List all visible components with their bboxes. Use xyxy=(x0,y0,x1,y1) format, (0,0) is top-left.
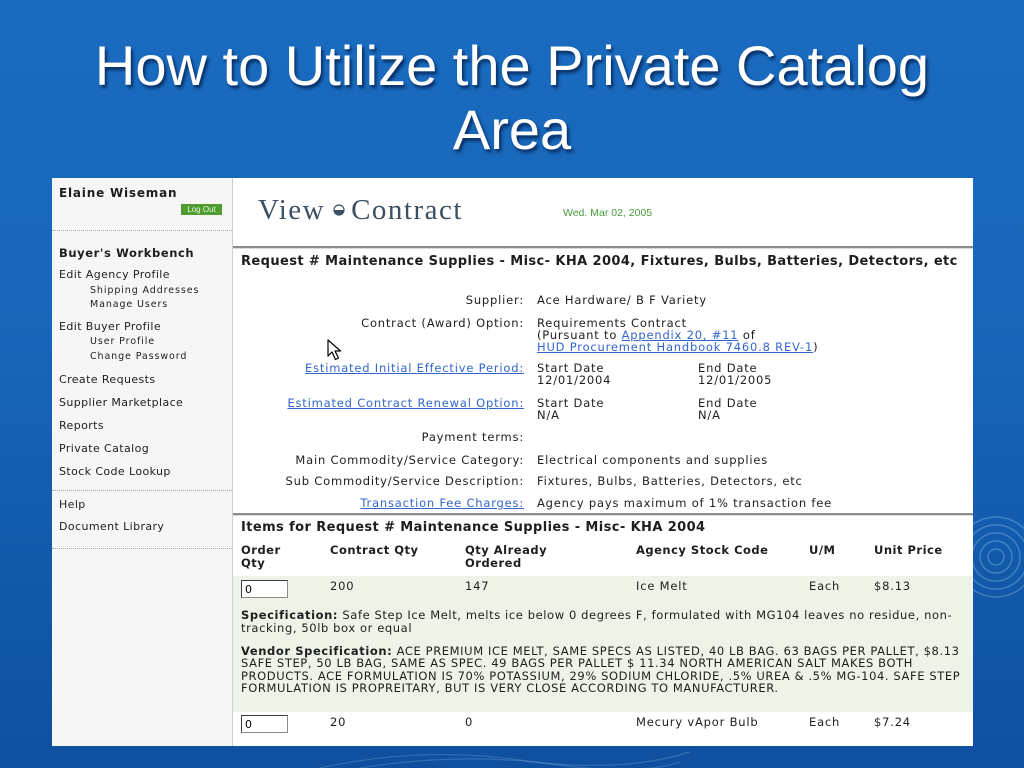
contract-option-label: Contract (Award) Option: xyxy=(361,316,524,330)
qty-already-ordered-cell: 147 xyxy=(465,579,490,593)
handbook-line xyxy=(537,341,818,353)
request-title: Request # Maintenance Supplies - Misc- KHA 2004, Fixtures, Bulbs, Batteries, Detectors, etc xyxy=(241,254,958,269)
order-qty-input[interactable] xyxy=(241,715,288,733)
initial-end xyxy=(698,362,772,386)
initial-end-label: End Date xyxy=(698,361,758,375)
vendor-specification-text: ACE PREMIUM ICE MELT, SAME SPECS AS LISTED, 40 LB BAG. 63 BAGS PER PALLET, $8.13 SAFE STEP, 50 LB BAG, SAME AS SPEC. 49 BAGS PER PALLET $ 11.34 NORTH AMERICAN SALT MAKES BOTH PRODUCTS. ACE FORMULATION IS 70% POTASSIUM, 29% SODIUM CHLORIDE, .5% UREA & .5% MG-104. SAFE STEP FORMULATION IS PROPREITARY, BUT IS VERY CLOSE ACCORDING TO MANUFACTURER. xyxy=(241,644,961,696)
renewal-start xyxy=(537,397,604,421)
main-content xyxy=(232,178,973,746)
main-commodity-value: Electrical components and supplies xyxy=(537,453,769,467)
logout-button[interactable]: Log Out xyxy=(181,204,222,215)
initial-start-label: Start Date xyxy=(537,361,605,375)
sidebar-item-reports[interactable]: Reports xyxy=(59,419,104,432)
payment-terms-label: Payment terms: xyxy=(421,430,524,444)
unit-price-cell: $7.24 xyxy=(874,715,911,729)
sub-commodity-label: Sub Commodity/Service Description: xyxy=(285,474,524,488)
sidebar-item-create-requests[interactable]: Create Requests xyxy=(59,373,156,386)
contract-type: Requirements Contract xyxy=(537,316,687,330)
main-commodity-label: Main Commodity/Service Category: xyxy=(295,453,524,467)
supplier-label: Supplier: xyxy=(465,293,524,307)
sidebar-item-change-password[interactable]: Change Password xyxy=(90,351,188,362)
specification-label: Specification: xyxy=(241,608,339,622)
handbook-suffix: ) xyxy=(813,340,819,354)
sidebar-divider xyxy=(52,490,232,491)
sidebar-item-manage-users[interactable]: Manage Users xyxy=(90,299,169,310)
column-header-unit-price: Unit Price xyxy=(874,543,943,557)
specification xyxy=(241,609,966,635)
pursuant-prefix: (Pursuant to xyxy=(537,328,622,342)
column-header-qty-already-ordered: Qty Already Ordered xyxy=(465,543,548,570)
mouse-pointer-icon xyxy=(327,339,342,361)
vendor-specification-label: Vendor Specification: xyxy=(241,644,393,658)
sidebar-divider xyxy=(52,548,232,549)
items-title: Items for Request # Maintenance Supplies - Misc- KHA 2004 xyxy=(241,520,706,535)
agency-stock-code-cell: Mecury vApor Bulb xyxy=(636,715,759,729)
workbench-heading: Buyer's Workbench xyxy=(59,246,195,260)
sidebar-item-edit-buyer-profile[interactable]: Edit Buyer Profile xyxy=(59,320,162,333)
supplier-value: Ace Hardware/ B F Variety xyxy=(537,293,707,307)
renewal-start-label: Start Date xyxy=(537,396,605,410)
sidebar-item-private-catalog[interactable]: Private Catalog xyxy=(59,442,150,455)
section-divider xyxy=(233,513,973,516)
um-cell: Each xyxy=(809,579,841,593)
renewal-end-label: End Date xyxy=(698,396,758,410)
column-header-contract-qty: Contract Qty xyxy=(330,543,419,557)
vendor-specification xyxy=(241,645,966,695)
renewal-option-link[interactable]: Estimated Contract Renewal Option: xyxy=(287,396,524,410)
logo-mark-icon xyxy=(333,204,345,216)
transaction-fee-value: Agency pays maximum of 1% transaction fee xyxy=(537,496,832,510)
sidebar-item-help[interactable]: Help xyxy=(59,498,86,511)
column-header-um: U/M xyxy=(809,543,836,557)
logo-text-contract: Contract xyxy=(351,194,463,226)
order-qty-input[interactable] xyxy=(241,580,288,598)
initial-end-value: 12/01/2005 xyxy=(698,373,773,387)
initial-start xyxy=(537,362,611,386)
initial-start-value: 12/01/2004 xyxy=(537,373,612,387)
renewal-end-value: N/A xyxy=(698,408,721,422)
pursuant-of: of xyxy=(738,328,756,342)
transaction-fee-link[interactable]: Transaction Fee Charges: xyxy=(360,496,524,510)
agency-stock-code-cell: Ice Melt xyxy=(636,579,688,593)
um-cell: Each xyxy=(809,715,841,729)
slide-title: How to Utilize the Private Catalog Area xyxy=(94,34,930,161)
qty-already-ordered-cell: 0 xyxy=(465,715,474,729)
sidebar xyxy=(52,178,232,746)
specification-text: Safe Step Ice Melt, melts ice below 0 degrees F, formulated with MG104 leaves no residue, non-tracking, 50lb box or equal xyxy=(241,608,953,635)
contract-qty-cell: 20 xyxy=(330,715,347,729)
header-divider xyxy=(233,246,973,249)
column-header-agency-stock-code: Agency Stock Code xyxy=(636,543,769,557)
sidebar-divider xyxy=(52,230,232,231)
contract-qty-cell: 200 xyxy=(330,579,355,593)
sidebar-item-user-profile[interactable]: User Profile xyxy=(90,336,156,347)
unit-price-cell: $8.13 xyxy=(874,579,911,593)
sidebar-item-shipping-addresses[interactable]: Shipping Addresses xyxy=(90,285,200,296)
user-name: Elaine Wiseman xyxy=(59,186,178,200)
contract-option-value xyxy=(537,317,818,353)
initial-period-link[interactable]: Estimated Initial Effective Period: xyxy=(305,361,524,375)
logo-text-view: View xyxy=(258,194,326,226)
handbook-link[interactable]: HUD Procurement Handbook 7460.8 REV-1 xyxy=(537,340,814,354)
sidebar-item-supplier-marketplace[interactable]: Supplier Marketplace xyxy=(59,396,184,409)
sidebar-item-stock-code-lookup[interactable]: Stock Code Lookup xyxy=(59,465,171,478)
view-contract-logo xyxy=(258,194,463,226)
sidebar-item-edit-agency-profile[interactable]: Edit Agency Profile xyxy=(59,268,170,281)
sub-commodity-value: Fixtures, Bulbs, Batteries, Detectors, etc xyxy=(537,474,803,488)
column-header-order-qty: Order Qty xyxy=(241,543,281,570)
appendix-link[interactable]: Appendix 20, #11 xyxy=(621,328,739,342)
current-date: Wed. Mar 02, 2005 xyxy=(563,207,653,219)
renewal-end xyxy=(698,397,757,421)
sidebar-item-document-library[interactable]: Document Library xyxy=(59,520,165,533)
renewal-start-value: N/A xyxy=(537,408,560,422)
embedded-screenshot xyxy=(52,178,973,746)
